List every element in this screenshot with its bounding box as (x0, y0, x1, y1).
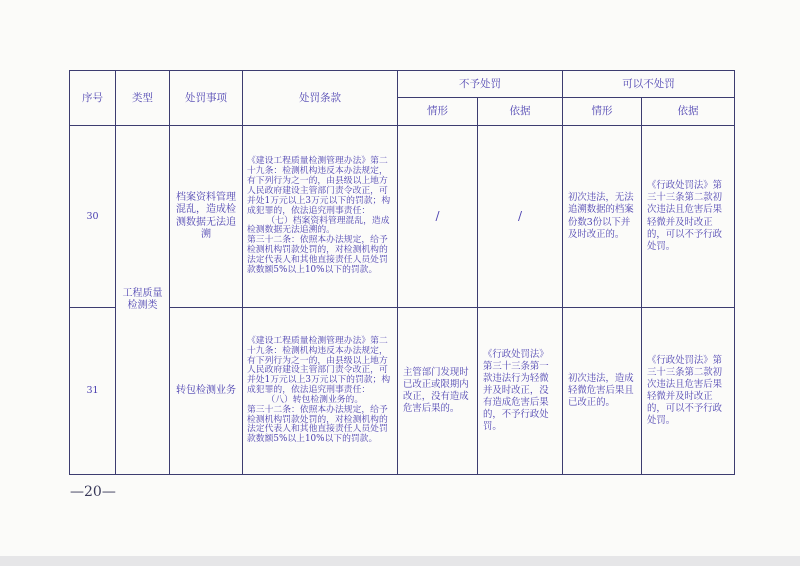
may-basis: 《行政处罚法》第三十三条第二款初次违法且危害后果轻微并及时改正的，可以不予行政处罚。 (642, 308, 735, 475)
clause-text-2: 第三十二条：依照本办法规定，给予检测机构罚款处罚的，对检测机构的法定代表人和其他直接责任人员处罚款数额5%以上10%以下的罚款。 (247, 404, 388, 445)
header-no-basis: 依据 (478, 98, 563, 126)
may-situation: 初次违法，造成轻微危害后果且已改正的。 (563, 308, 642, 475)
header-seq: 序号 (70, 71, 116, 126)
table-row (70, 126, 735, 308)
header-clause: 处罚条款 (243, 71, 398, 126)
penalty-table (69, 70, 735, 475)
header-matter: 处罚事项 (170, 71, 243, 126)
header-no-punish: 不予处罚 (398, 71, 563, 98)
page-number: —20— (70, 484, 116, 500)
no-punish-situation: 主管部门发现时已改正或限期内改正，没有造成危害后果的。 (398, 308, 478, 475)
header-may-situation: 情形 (563, 98, 642, 126)
clause-text-2: 第三十二条：依照本办法规定，给予检测机构罚款处罚的，对检测机构的法定代表人和其他直接责任人员处罚款数额5%以上10%以下的罚款。 (247, 235, 388, 275)
row-seq: 31 (70, 308, 116, 475)
no-punish-basis: / (478, 126, 563, 308)
may-basis: 《行政处罚法》第三十三条第二款初次违法且危害后果轻微并及时改正的，可以不予行政处罚。 (642, 126, 735, 308)
scan-edge (0, 556, 800, 566)
no-punish-situation: / (398, 126, 478, 308)
row-clause (243, 126, 398, 308)
clause-item: （七）档案资料管理混乱，造成检测数据无法追溯的。 (247, 215, 390, 236)
header-no-situation: 情形 (398, 98, 478, 126)
row-matter: 档案资料管理混乱，造成检测数据无法追溯 (170, 126, 243, 308)
no-punish-basis: 《行政处罚法》第三十三条第一款违法行为轻微并及时改正，没有造成危害后果的，不予行政处罚。 (478, 308, 563, 475)
clause-item: （八）转包检测业务的。 (266, 394, 364, 405)
may-situation: 初次违法，无法追溯数据的档案份数3份以下并及时改正的。 (563, 126, 642, 308)
table-row (70, 308, 735, 475)
header-may-not-punish: 可以不处罚 (563, 71, 735, 98)
row-matter: 转包检测业务 (170, 308, 243, 475)
header-may-basis: 依据 (642, 98, 735, 126)
clause-text: 《建设工程质量检测管理办法》第二十九条：检测机构违反本办法规定，有下列行为之一的，由县级以上地方人民政府建设主管部门责令改正，可并处1万元以上3万元以下的罚款；构成犯罪的，依法追究刑事责任： (247, 156, 391, 216)
header-type: 类型 (116, 71, 170, 126)
row-clause (243, 308, 398, 475)
clause-text: 《建设工程质量检测管理办法》第二十九条：检测机构违反本办法规定，有下列行为之一的，由县级以上地方人民政府建设主管部门责令改正，可并处1万元以上3万元以下的罚款；构成犯罪的，依法追究刑事责任： (247, 335, 391, 396)
row-seq: 30 (70, 126, 116, 308)
row-type: 工程质量检测类 (116, 126, 170, 475)
